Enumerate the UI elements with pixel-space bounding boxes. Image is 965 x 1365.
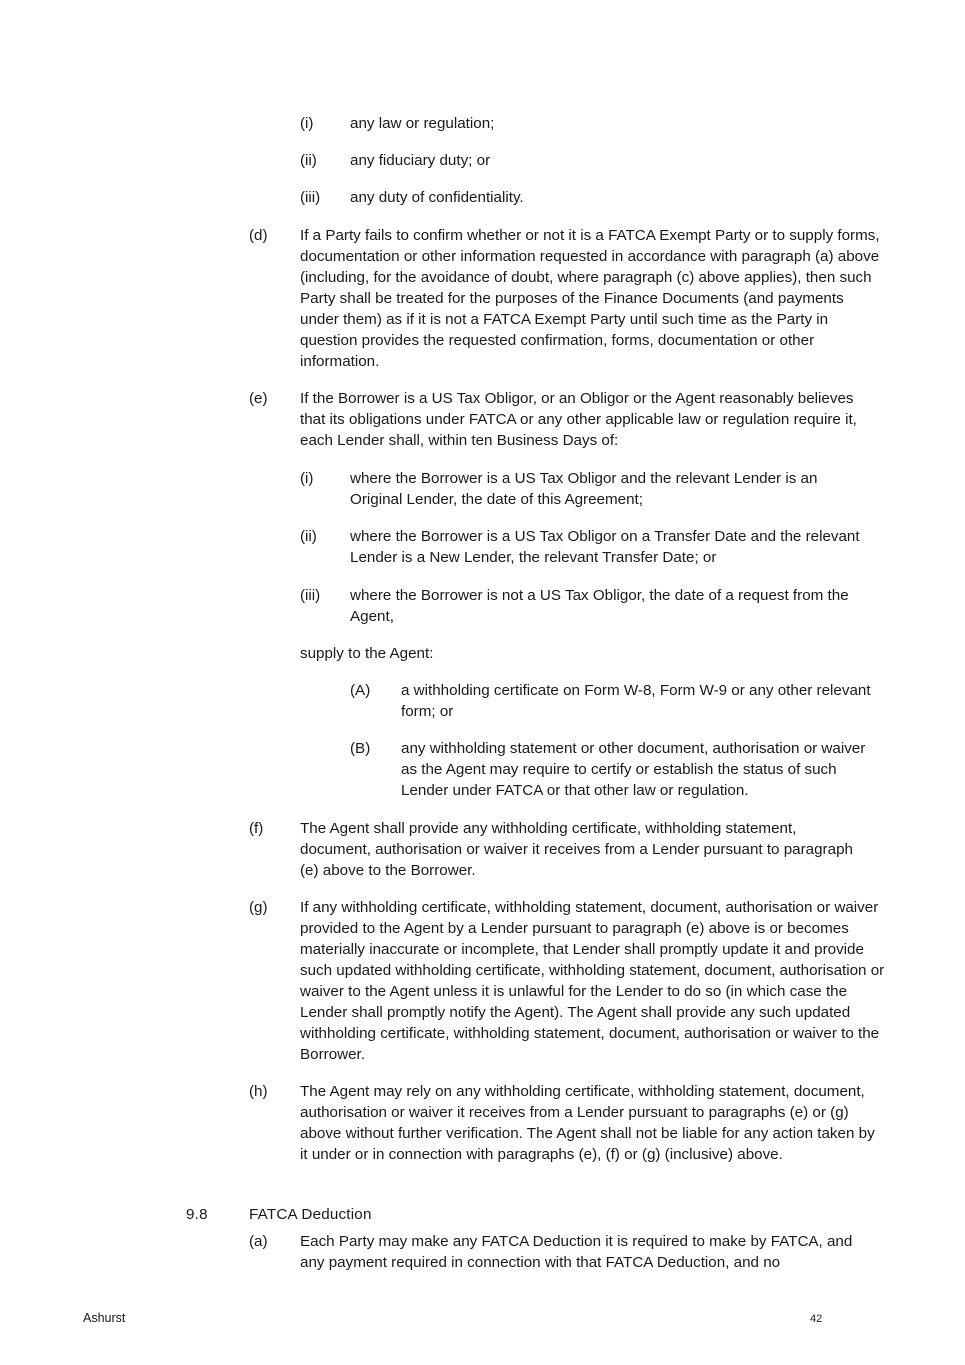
paragraph-label-g: (g) bbox=[249, 899, 268, 916]
paragraph-d-text: If a Party fails to confirm whether or not it is a FATCA Exempt Party or to supply forms, documentation or other information requested in accordance with paragraph (a) above (including, for the avoidance of doubt, where paragraph (c) above applies), then such Party shall be treated for the purposes of the Finance Documents (and payments under them) as if it is not a FATCA Exempt Party until such time as the Party in question provides the requested confirmation, forms, documentation or other information. bbox=[300, 227, 880, 370]
paragraph-label-f: (f) bbox=[249, 820, 264, 837]
paragraph-f-text: The Agent shall provide any withholding certificate, withholding statement, document, authorisation or waiver it receives from a Lender pursuant to paragraph (e) above to the Borrower. bbox=[300, 820, 853, 879]
paragraph-label-d: (d) bbox=[249, 227, 268, 244]
section-title: FATCA Deduction bbox=[249, 1206, 372, 1223]
list-item-text: any duty of confidentiality. bbox=[350, 189, 524, 206]
paragraph-label-h: (h) bbox=[249, 1083, 268, 1100]
list-item-text: any fiduciary duty; or bbox=[350, 152, 491, 169]
paragraph-h-text: The Agent may rely on any withholding certificate, withholding statement, document, authorisation or waiver it receives from a Lender pursuant to paragraphs (e) or (g) above without further verification. The Agent shall not be liable for any action taken by it under or in connection with paragraphs (e), (f) or (g) (inclusive) above. bbox=[300, 1083, 875, 1163]
page-number: 42 bbox=[810, 1313, 823, 1325]
subparagraph-ii-text: where the Borrower is a US Tax Obligor on a Transfer Date and the relevant Lender is a New Lender, the relevant Transfer Date; or bbox=[350, 528, 860, 566]
supply-to-agent-text: supply to the Agent: bbox=[300, 645, 434, 662]
clause-A-text: a withholding certificate on Form W-8, Form W-9 or any other relevant form; or bbox=[401, 682, 871, 720]
subparagraph-label-ii: (ii) bbox=[300, 528, 317, 545]
clause-label-A: (A) bbox=[350, 682, 371, 699]
footer-firm-name: Ashurst bbox=[83, 1311, 126, 1325]
subparagraph-label-i: (i) bbox=[300, 470, 314, 487]
list-label-ii: (ii) bbox=[300, 152, 317, 169]
paragraph-e-text: If the Borrower is a US Tax Obligor, or an Obligor or the Agent reasonably believes that its obligations under FATCA or any other applicable law or regulation require it, each Lender shall, within ten Business Days of: bbox=[300, 390, 857, 449]
subparagraph-label-iii: (iii) bbox=[300, 587, 321, 604]
paragraph-a-text: Each Party may make any FATCA Deduction it is required to make by FATCA, and any payment required in connection with that FATCA Deduction, and no bbox=[300, 1233, 853, 1271]
paragraph-label-a: (a) bbox=[249, 1233, 268, 1250]
list-label-i: (i) bbox=[300, 115, 314, 132]
list-item-text: any law or regulation; bbox=[350, 115, 495, 132]
section-number: 9.8 bbox=[186, 1206, 208, 1223]
subparagraph-i-text: where the Borrower is a US Tax Obligor and the relevant Lender is an Original Lender, the date of this Agreement; bbox=[350, 470, 818, 508]
paragraph-g-text: If any withholding certificate, withholding statement, document, authorisation or waiver provided to the Agent by a Lender pursuant to paragraph (e) above is or becomes materially inaccurate or incomplete, that Lender shall promptly update it and provide such updated withholding certificate, withholding statement, document, authorisation or waiver to the Agent unless it is unlawful for the Lender to do so (in which case the Lender shall promptly notify the Agent). The Agent shall provide any such updated withholding certificate, withholding statement, document, authorisation or waiver to the Borrower. bbox=[300, 899, 885, 1063]
subparagraph-iii-text: where the Borrower is not a US Tax Obligor, the date of a request from the Agent, bbox=[350, 587, 849, 625]
list-label-iii: (iii) bbox=[300, 189, 321, 206]
paragraph-label-e: (e) bbox=[249, 390, 268, 407]
clause-label-B: (B) bbox=[350, 740, 371, 757]
clause-B-text: any withholding statement or other document, authorisation or waiver as the Agent may require to certify or establish the status of such Lender under FATCA or that other law or regulation. bbox=[401, 740, 866, 799]
